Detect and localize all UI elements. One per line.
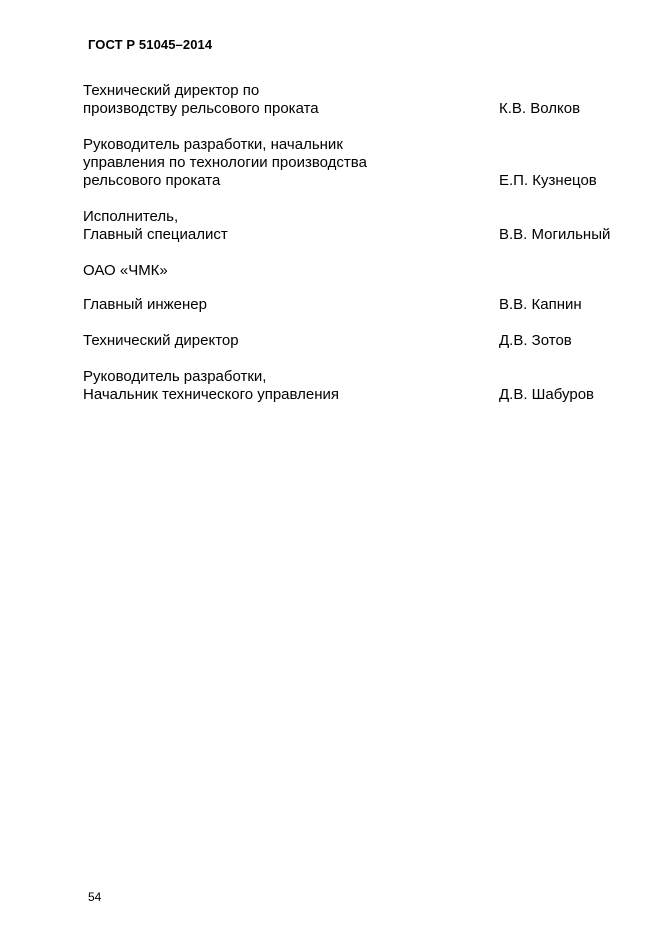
signatory-name: В.В. Капнин: [499, 296, 582, 313]
role-line: Руководитель разработки, начальник: [83, 136, 343, 153]
signatory-name: В.В. Могильный: [499, 226, 611, 243]
role-line: Главный специалист: [83, 226, 228, 243]
signatory-entry: [83, 332, 643, 350]
role-line: рельсового проката: [83, 172, 221, 189]
signatory-entry: [83, 368, 643, 404]
role-line: Руководитель разработки,: [83, 368, 267, 385]
role-line: Главный инженер: [83, 296, 207, 313]
role-line: управления по технологии производства: [83, 154, 367, 171]
role-line: Начальник технического управления: [83, 386, 340, 403]
role-line: Исполнитель,: [83, 208, 179, 225]
signatory-name: Д.В. Шабуров: [499, 386, 595, 403]
signatory-name: К.В. Волков: [499, 100, 581, 117]
signatory-entry: [83, 136, 643, 190]
signatory-entry: [83, 82, 643, 118]
organization-heading: [83, 262, 643, 280]
signatories-list: [83, 82, 643, 404]
signatory-entry: [83, 208, 643, 244]
role-line: производству рельсового проката: [83, 100, 319, 117]
organization-name: ОАО «ЧМК»: [83, 262, 168, 279]
role-line: Технический директор: [83, 332, 239, 349]
signatory-name: Е.П. Кузнецов: [499, 172, 597, 189]
document-header: ГОСТ Р 51045–2014: [88, 37, 213, 52]
role-line: Технический директор по: [83, 82, 260, 99]
signatory-name: Д.В. Зотов: [499, 332, 572, 349]
page-number: 54: [88, 890, 102, 904]
signatory-entry: [83, 296, 643, 314]
